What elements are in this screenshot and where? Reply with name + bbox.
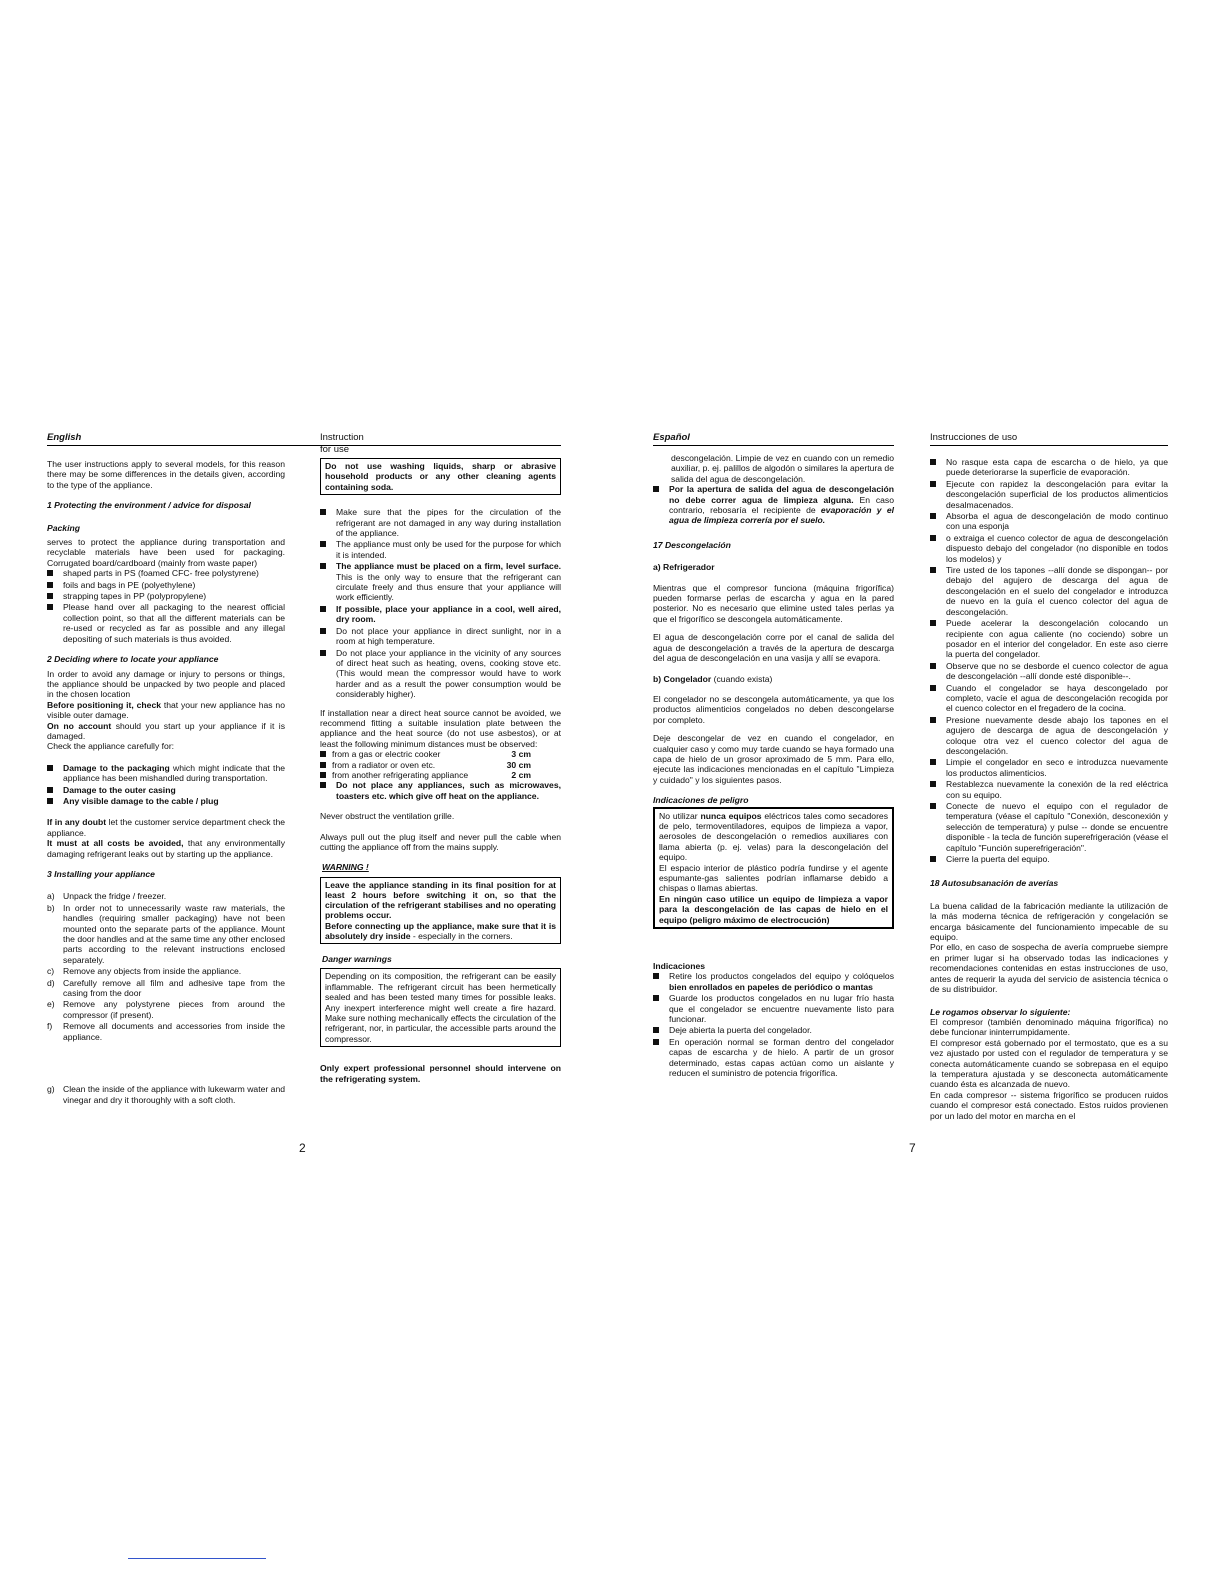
danger-box: Depending on its composition, the refrigerant can be easily inflammable. The refrigerant circuit has been hermetically sealed and has been tested many times for possible leaks. Any inexpert interference might well create a fire hazard. Make sure nothing mechanically effects the circulation of the refrigerant, nor, in particular, the accessible parts around the compressor. [320, 968, 561, 1047]
list-item: f) Remove all documents and accessories from inside the appliance. [47, 1021, 285, 1042]
bullet-icon [47, 604, 53, 610]
paragraph: El congelador no se descongela automáticamente, ya que los productos alimenticios congelados no deben descongelarse por completo. [653, 693, 894, 725]
list-item: Tire usted de los tapones --allí donde se dispongan-- por debajo del agujero de descarga del agua de descongelación en el suelo del congelador e introduzca de nuevo en la guía el cuenco colector del agua de descongelación. [930, 565, 1168, 617]
bullet-icon [320, 563, 326, 569]
installation-list [320, 507, 561, 699]
list-item: o extraiga el cuenco colector de agua de descongelación dispuesto debajo del congelador (no disponible en todos los modelos) y [930, 533, 1168, 564]
paragraph: El compresor está gobernado por el termostato, que es a su vez ajustado por usted con el regulador de temperatura y se conecta automáticamente cuando se sobrepasa en el equipo la temperatura ajustada y se desconecta automáticamente cuando ésta es alcanzada de nuevo. [930, 1037, 1168, 1090]
list-item: Por la apertura de salida del agua de descongelación no debe correr agua de limpieza alguna. En caso contrario, rebosaría el recipiente de evaporación y el agua de limpieza correría por el suelo. [653, 484, 894, 526]
page-number: 7 [909, 1141, 916, 1155]
bullet-icon [930, 481, 936, 487]
page-header-right: Español [653, 432, 894, 446]
list-item: Presione nuevamente desde abajo los tapones en el agujero de descarga de agua de descongelación y coloque otra vez el cuenco colector del agua de descongelación. [930, 715, 1168, 757]
bullet-icon [47, 570, 53, 576]
list-item: Limpie el congelador en seco e introduzca nuevamente los productos alimenticios. [930, 757, 1168, 778]
list-item: g) Clean the inside of the appliance with lukewarm water and vinegar and dry it thoroughly with a soft cloth. [47, 1084, 285, 1105]
list-item: Any visible damage to the cable / plug [47, 796, 285, 806]
top-list [653, 484, 894, 526]
indications-list [653, 971, 894, 1078]
paragraph: La buena calidad de la fabricación mediante la utilización de la más moderna técnica de refrigeración y congelación se encarga básicamente del funcionamiento impecable de su equipo. [930, 900, 1168, 943]
list-item: Cuando el congelador se haya descongelado por completo, vacíe el agua de descongelación recogida por el cuenco colector en el fregadero de la cocina. [930, 683, 1168, 714]
bullet-icon [930, 685, 936, 691]
damage-list [47, 763, 285, 807]
list-item: En operación normal se forman dentro del congelador capas de escarcha y de hielo. A partir de un grosor determinado, estas capas actúan como un aislante y reducen el suministro de potencia frigorífica. [653, 1037, 894, 1079]
defrost-list [930, 457, 1168, 864]
section-heading: 1 Protecting the environment / advice for disposal [47, 500, 251, 511]
bullet-icon [653, 995, 659, 1001]
list-item: Do not place your appliance in direct sunlight, nor in a room at high temperature. [320, 626, 561, 647]
list-item: No rasque esta capa de escarcha o de hielo, ya que puede deteriorarse la superficie de evaporación. [930, 457, 1168, 478]
bullet-icon [653, 1027, 659, 1033]
column-english-2 [320, 458, 561, 1092]
bullet-icon [320, 628, 326, 634]
bullet-icon [320, 541, 326, 547]
bullet-icon [930, 459, 936, 465]
paragraph: En cada compresor -- sistema frigorífico se producen ruidos cuando el compresor está conectado. Estos ruidos provienen por un lado del motor en marcha en el [930, 1089, 1168, 1121]
danger-heading: Danger warnings [322, 954, 392, 965]
bullet-icon [930, 717, 936, 723]
subsection-heading: a) Refrigerador [653, 562, 715, 573]
section-heading: 3 Installing your appliance [47, 869, 155, 879]
bullet-icon [930, 803, 936, 809]
subsection-heading: b) Congelador (cuando exista) [653, 673, 773, 684]
bullet-icon [320, 650, 326, 656]
list-item: Make sure that the pipes for the circulation of the refrigerant are not damaged in any way during installation of the appliance. [320, 507, 561, 538]
intro-text: The user instructions apply to several models, for this reason there may be some differences in the details given, according to the type of the appliance. [47, 459, 285, 490]
bullet-icon [930, 856, 936, 862]
packing-list [47, 568, 285, 644]
bullet-icon [930, 663, 936, 669]
list-item: Puede acelerar la descongelación colocando un recipiente con agua caliente (no cociendo) sobre un posador en el interior del congelador. En este aso cierre la puerta del congelador. [930, 618, 1168, 660]
list-item: foils and bags in PE (polyethylene) [47, 580, 285, 590]
header-language: English [47, 432, 82, 443]
bullet-icon [320, 772, 326, 778]
micro-list [320, 780, 561, 801]
list-item: Deje abierta la puerta del congelador. [653, 1025, 894, 1035]
footer-rule [128, 1558, 266, 1559]
danger-box: No utilizar nunca equipos eléctricos tales como secadores de pelo, termoventiladores, equipos de limpieza a vapor, aerosoles de descongelación o remedios auxiliares con llama abierta (p. ej. velas) para la descongelación del equipo. El espacio interior de plástico podría fundirse y el agente espumante-gas salientes podrían inflamarse debido a chispas o llamas abiertas. En ningún caso utilice un equipo de limpieza a vapor para la descongelación de las capas de hielo en el equipo (peligro máximo de electrocución) [653, 807, 894, 929]
warning-heading: WARNING ! [322, 862, 369, 873]
bullet-icon [320, 606, 326, 612]
subsection-heading: Packing [47, 522, 80, 533]
danger-heading: Indicaciones de peligro [653, 795, 749, 806]
column-spanish-1 [653, 432, 894, 1087]
list-item: If possible, place your appliance in a cool, well aired, dry room. [320, 604, 561, 625]
table-row: from a radiator or oven etc. 30 cm [320, 760, 561, 770]
section-heading: 17 Descongelación [653, 539, 731, 550]
list-item: d) Carefully remove all film and adhesive tape from the casing from the door [47, 977, 285, 999]
list-item: Absorba el agua de descongelación de modo continuo con una esponja [930, 511, 1168, 532]
list-item: Restablezca nuevamente la conexión de la red eléctrica con su equipo. [930, 779, 1168, 800]
column-spanish-2 [930, 432, 1168, 1121]
bullet-icon [320, 509, 326, 515]
section-heading: 2 Deciding where to locate your appliance [47, 654, 219, 665]
list-item: shaped parts in PS (foamed CFC- free polystyrene) [47, 568, 285, 578]
section-heading: 18 Autosubsanación de averías [930, 878, 1059, 889]
table-row: from a gas or electric cooker 3 cm [320, 749, 561, 759]
paragraph: Always pull out the plug itself and never pull the cable when cutting the appliance off from the mains supply. [320, 831, 561, 852]
list-item: The appliance must only be used for the purpose for which it is intended. [320, 539, 561, 560]
list-item: a) Unpack the fridge / freezer. [47, 891, 167, 902]
bullet-icon [930, 513, 936, 519]
paragraph: descongelación. Limpie de vez en cuando con un remedio auxiliar, p. ej. palillos de algodón o similares la apertura de salida del agua de descongelación. [671, 453, 894, 484]
list-item: Guarde los productos congelados en nu lugar frío hasta que el congelador se encuentre nuevamente listo para funcionar. [653, 993, 894, 1024]
bullet-icon [930, 567, 936, 573]
bullet-icon [653, 486, 659, 492]
bullet-icon [320, 762, 326, 768]
install-list-continued [47, 1084, 285, 1105]
header-title-right: Instrucciones de uso [930, 432, 1168, 446]
paragraph: Mientras que el compresor funciona (máquina frigorífica) pueden formarse perlas de escarcha y agua en la pared posterior. No es necesario que elimine usted tales perlas ya que el frigorífico se descongela automáticamente. [653, 582, 894, 624]
heat-text: If installation near a direct heat source cannot be avoided, we recommend fitting a suitable insulation plate between the appliance and the heat source (do not use asbestos), or at least the following minimum distances must be observed: [320, 707, 561, 749]
header-title: Instruction for use [320, 432, 364, 455]
bullet-icon [47, 798, 53, 804]
paragraph: Deje descongelar de vez en cuando el congelador, en cualquier caso y como muy tarde cuando se haya formado una capa de hielo de un grosor aproximado de 5 mm. Para ello, ejecute las indicaciones mencionadas en el capítulo "Limpieza y cuidado" y los siguientes pasos. [653, 733, 894, 785]
packing-text: serves to protect the appliance during transportation and recyclable materials have been used for packaging. Corrugated board/cardboard (mainly from waste paper) [47, 537, 285, 568]
list-item: Damage to the packaging which might indicate that the appliance has been mishandled during transportation. [47, 763, 285, 784]
list-item: The appliance must be placed on a firm, level surface. This is the only way to ensure that the refrigerant can circulate freely and thus ensure that your appliance will work efficiently. [320, 561, 561, 603]
bullet-icon [653, 1039, 659, 1045]
warning-box: Do not use washing liquids, sharp or abrasive household products or any other cleaning agents containing soda. [320, 458, 561, 495]
paragraph: Only expert professional personnel should intervene on the refrigerating system. [320, 1063, 561, 1084]
page-number: 2 [299, 1141, 306, 1155]
list-item: Please hand over all packaging to the nearest official collection point, so that all the different materials can be re-used or recycled as far as possible and any illegal depositing of such materials is thus avoided. [47, 602, 285, 644]
paragraph: Never obstruct the ventilation grille. [320, 811, 455, 822]
bullet-icon [320, 751, 326, 757]
bullet-icon [653, 973, 659, 979]
bullet-icon [47, 765, 53, 771]
bullet-icon [930, 781, 936, 787]
distance-table [320, 749, 561, 780]
paragraph: El compresor (también denominado máquina frigorífica) no debe funcionar ininterrumpidamente. [930, 1016, 1168, 1038]
bullet-icon [930, 620, 936, 626]
paragraph: In order to avoid any damage or injury to persons or things, the appliance should be unpacked by two people and placed in the chosen location Before positioning it, check that your new appliance has no visible outer damage. On no account should you start up your appliance if it is damaged. Check the appliance carefully for: [47, 668, 286, 752]
list-item: b) In order not to unnecessarily waste raw materials, the handles (requiring smaller packaging) have not been mounted onto the separate parts of the appliance. Mount the door handles and at the same time any other enclosed parts according to the relevant instructions enclosed separately. [47, 902, 285, 965]
install-list [47, 891, 285, 1042]
bullet-icon [930, 535, 936, 541]
bullet-icon [47, 787, 53, 793]
bullet-icon [47, 582, 53, 588]
list-item: c) Remove any objects from inside the appliance. [47, 966, 242, 977]
list-item: Do not place your appliance in the vicinity of any sources of direct heat such as heating, ovens, cooking stove etc. (This would mean the compressor would have to work harder and as a result the power consumption would be considerably higher). [320, 648, 561, 700]
list-item: Retire los productos congelados del equipo y colóquelos bien enrollados en papeles de periódico o mantas [653, 971, 894, 992]
subsection-heading: Le rogamos observar lo siguiente: [930, 1006, 1071, 1017]
bullet-icon [47, 593, 53, 599]
page-header-left [47, 432, 561, 455]
list-item: Observe que no se desborde el cuenco colector de agua de descongelación --allí donde esté disponible--. [930, 661, 1168, 682]
warning-box: Leave the appliance standing in its final position for at least 2 hours before switching it on, so that the circulation of the refrigerant stabilises and no operating problems occur. Before connecting up the appliance, make sure that it is absolutely dry inside - especially in the corners. [320, 877, 561, 944]
bullet-icon [320, 782, 326, 788]
list-item: Do not place any appliances, such as microwaves, toasters etc. which give off heat on the appliance. [320, 780, 561, 801]
list-item: e) Remove any polystyrene pieces from around the compressor (if present). [47, 999, 285, 1020]
table-row: from another refrigerating appliance 2 cm [320, 770, 561, 780]
paragraph: Por ello, en caso de sospecha de avería compruebe siempre en primer lugar si ha observado todas las indicaciones y recomendaciones contenidas en estas instrucciones de uso, antes de requerir la ayuda del servicio de asistencia técnica o de su distribuidor. [930, 942, 1168, 995]
list-item: Cierre la puerta del equipo. [930, 854, 1168, 864]
list-item: Conecte de nuevo el equipo con el regulador de temperatura (véase el capítulo "Conexión, desconexión y selección de temperatura) y pulse -- donde se encuentre disponible - la tecla de función superefrigeración (véase el capítulo "Función superefrigeración". [930, 801, 1168, 853]
paragraph: El agua de descongelación corre por el canal de salida del agua de descongelación a través de la apertura de descarga del agua de descongelación en una vasija y allí se evapora. [653, 632, 894, 664]
paragraph: If in any doubt let the customer service department check the appliance. It must at all costs be avoided, that any environmentally damaging refrigerant leaks out by starting up the appliance. [47, 817, 286, 859]
list-item: Damage to the outer casing [47, 785, 285, 795]
list-item: strapping tapes in PP (polypropylene) [47, 591, 285, 601]
list-item: Ejecute con rapidez la descongelación para evitar la descongelación superficial de los productos alimenticios desalmacenados. [930, 479, 1168, 510]
bullet-icon [930, 759, 936, 765]
subsection-heading: Indicaciones [653, 961, 706, 972]
